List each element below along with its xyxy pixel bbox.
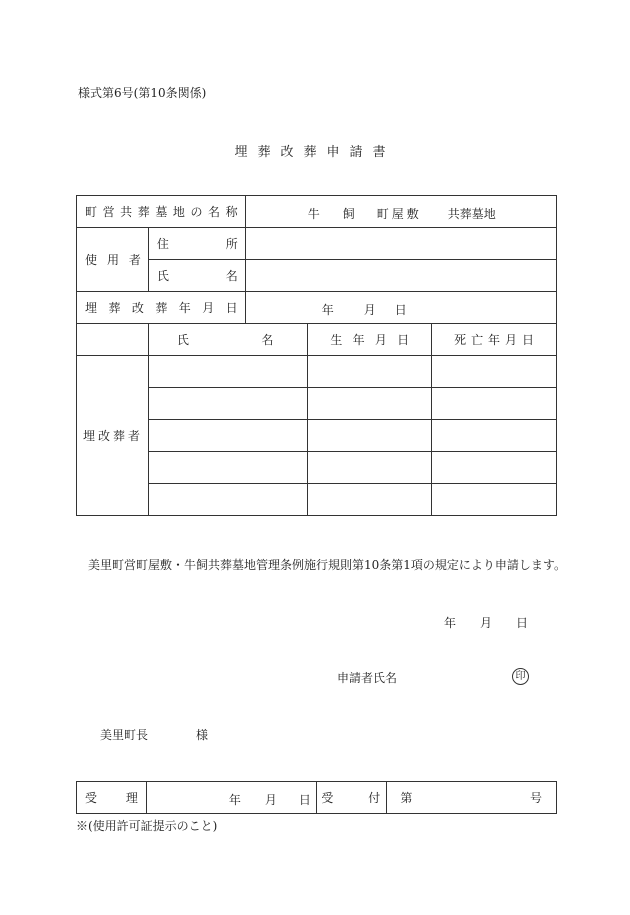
persons-header-blank — [77, 324, 149, 356]
receipt-number-field[interactable]: 第 号 — [387, 782, 557, 814]
addressee: 美里町長 — [100, 728, 149, 742]
name-field[interactable] — [245, 260, 556, 292]
address-label: 住 所 — [148, 228, 245, 260]
footnote: ※(使用許可証提示のこと) — [76, 819, 218, 833]
person-birth-field[interactable] — [308, 484, 432, 516]
applicant-name-label: 申請者氏名 — [337, 671, 398, 685]
receipt-row — [77, 782, 557, 814]
persons-header-row — [77, 324, 557, 356]
address-field[interactable] — [245, 228, 556, 260]
form-number: 様式第6号(第10条関係) — [78, 86, 207, 100]
person-death-field[interactable] — [432, 452, 557, 484]
burial-date-label: 埋 葬 改 葬 年 月 日 — [77, 292, 246, 324]
person-row-5 — [77, 484, 557, 516]
person-row-4 — [77, 452, 557, 484]
burial-date-field[interactable]: 年 月 日 — [245, 292, 556, 324]
person-birth-field[interactable] — [308, 388, 432, 420]
application-date[interactable]: 年 月 日 — [444, 616, 529, 630]
receipt-table — [76, 781, 557, 814]
person-row-3 — [77, 420, 557, 452]
accept-label: 受 理 — [77, 782, 147, 814]
person-name-field[interactable] — [148, 484, 307, 516]
cemetery-value: 牛 飼 町屋敷 共葬墓地 — [245, 196, 556, 228]
persons-label: 埋改葬者 — [77, 356, 149, 516]
person-birth-field[interactable] — [308, 452, 432, 484]
person-birth-field[interactable] — [308, 356, 432, 388]
person-row-2 — [77, 388, 557, 420]
person-name-field[interactable] — [148, 356, 307, 388]
person-death-field[interactable] — [432, 420, 557, 452]
person-death-field[interactable] — [432, 356, 557, 388]
name-label: 氏 名 — [148, 260, 245, 292]
seal-icon: 印 — [512, 668, 529, 685]
person-birth-field[interactable] — [308, 420, 432, 452]
receive-label: 受 付 — [317, 782, 387, 814]
person-row-1 — [77, 356, 557, 388]
name-row — [77, 260, 557, 292]
page-title: 埋葬改葬申請書 — [234, 145, 396, 160]
header-name: 氏 名 — [148, 324, 307, 356]
honorific: 様 — [196, 728, 209, 742]
person-death-field[interactable] — [432, 484, 557, 516]
burial-date-row — [77, 292, 557, 324]
header-death-date: 死 亡 年 月 日 — [432, 324, 557, 356]
user-label: 使 用 者 — [77, 228, 149, 292]
application-table — [76, 195, 557, 516]
person-name-field[interactable] — [148, 452, 307, 484]
person-death-field[interactable] — [432, 388, 557, 420]
person-name-field[interactable] — [148, 388, 307, 420]
application-statement: 美里町営町屋敷・牛飼共葬墓地管理条例施行規則第10条第1項の規定により申請します。 — [88, 558, 566, 572]
person-name-field[interactable] — [148, 420, 307, 452]
address-row — [77, 228, 557, 260]
cemetery-row — [77, 196, 557, 228]
cemetery-label — [77, 196, 246, 228]
header-birth-date: 生 年 月 日 — [308, 324, 432, 356]
accept-date-field[interactable]: 年 月 日 — [146, 782, 317, 814]
cemetery-label-chars: 町 営 共 葬 墓 地 の 名 称 — [85, 205, 238, 219]
